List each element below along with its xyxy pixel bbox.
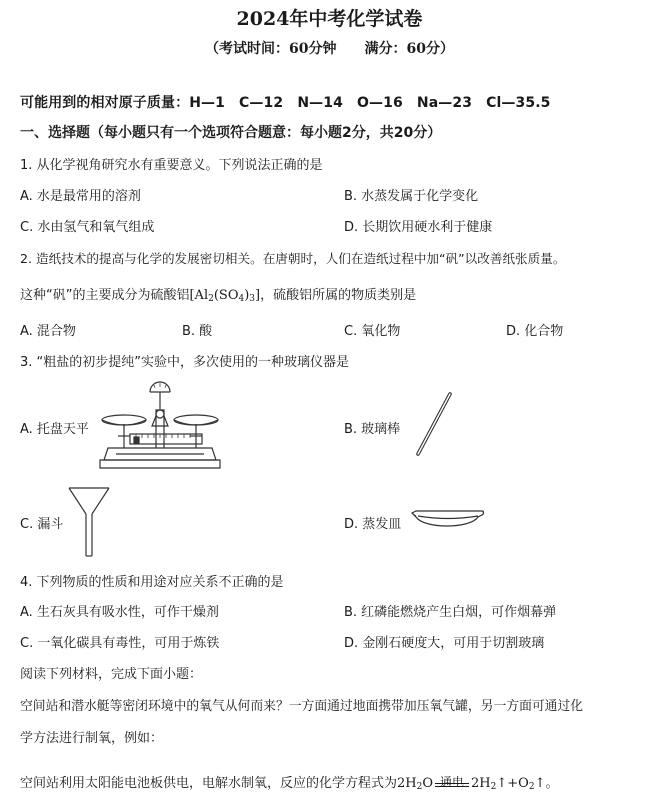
funnel-icon [68,486,110,558]
q1-option-c: C. 水由氢气和氧气组成 [20,220,155,235]
electrolysis-equation: $2H_2O$ 通电 $2H_2↑+O_2↑$ [397,775,546,792]
q2-stem-line2-post: ，硫酸铝所属的物质类别是 [260,288,417,303]
balance-icon [96,380,224,472]
q2-option-a: A. 混合物 [20,324,76,339]
atomic-masses: 可能用到的相对原子质量：H—1 C—12 N—14 O—16 Na—23 Cl—35.5 [20,95,551,111]
q2-option-d: D. 化合物 [506,324,564,339]
q2-option-c: C. 氧化物 [344,324,401,339]
q4-stem: 4. 下列物质的性质和用途对应关系不正确的是 [20,575,284,590]
reading-paragraph-line3 [20,772,558,791]
q1-option-d: D. 长期饮用硬水利于健康 [344,220,493,235]
q3-option-d: D. 蒸发皿 [344,517,402,532]
q1-stem: 1. 从化学视角研究水有重要意义。下列说法正确的是 [20,158,323,173]
q2-stem-line1: 2. 造纸技术的提高与化学的发展密切相关。在唐朝时，人们在造纸过程中加“矾”以改善纸张质量。 [20,251,566,266]
reading-paragraph-line2: 学方法进行制氧，例如： [20,731,164,746]
q4-option-b: B. 红磷能燃烧产生白烟，可作烟幕弹 [344,605,557,620]
reading-paragraph-line1: 空间站和潜水艇等密闭环境中的氧气从何而来？一方面通过地面携带加压氧气罐，另一方面可通过化 [20,699,584,714]
exam-subtitle: （考试时间：60分钟 满分：60分） [205,41,454,57]
q3-option-b: B. 玻璃棒 [344,422,401,437]
reading-intro: 阅读下列材料，完成下面小题： [20,667,203,682]
q2-stem-line2-pre: 这种“矾”的主要成分为硫酸铝 [20,288,190,303]
reaction-condition: 通电 [440,775,465,789]
q3-option-a: A. 托盘天平 [20,422,89,437]
q1-option-a: A. 水是最常用的溶剂 [20,189,141,204]
section-title: 一、选择题（每小题只有一个选项符合题意：每小题2分，共20分） [20,125,442,141]
q3-option-c: C. 漏斗 [20,517,64,532]
q4-option-c: C. 一氧化碳具有毒性，可用于炼铁 [20,636,220,651]
q4-option-a: A. 生石灰具有吸水性，可作干燥剂 [20,605,219,620]
glass-rod-icon [414,392,454,456]
q2-stem-line2 [20,284,416,303]
aluminium-sulfate-formula: $[Al_2(SO_4)_3]$ [189,288,261,304]
reading-paragraph-line3-text: 空间站利用太阳能电池板供电，电解水制氧，反应的化学方程式为 [20,776,398,791]
q3-stem: 3. “粗盐的初步提纯”实验中，多次使用的一种玻璃仪器是 [20,355,350,370]
q2-option-b: B. 酸 [182,324,213,339]
evaporating-dish-icon [410,505,486,535]
q1-option-b: B. 水蒸发属于化学变化 [344,189,479,204]
reading-period: 。 [545,776,559,791]
q4-option-d: D. 金刚石硬度大，可用于切割玻璃 [344,636,545,651]
exam-title: 2024年中考化学试卷 [236,8,423,30]
